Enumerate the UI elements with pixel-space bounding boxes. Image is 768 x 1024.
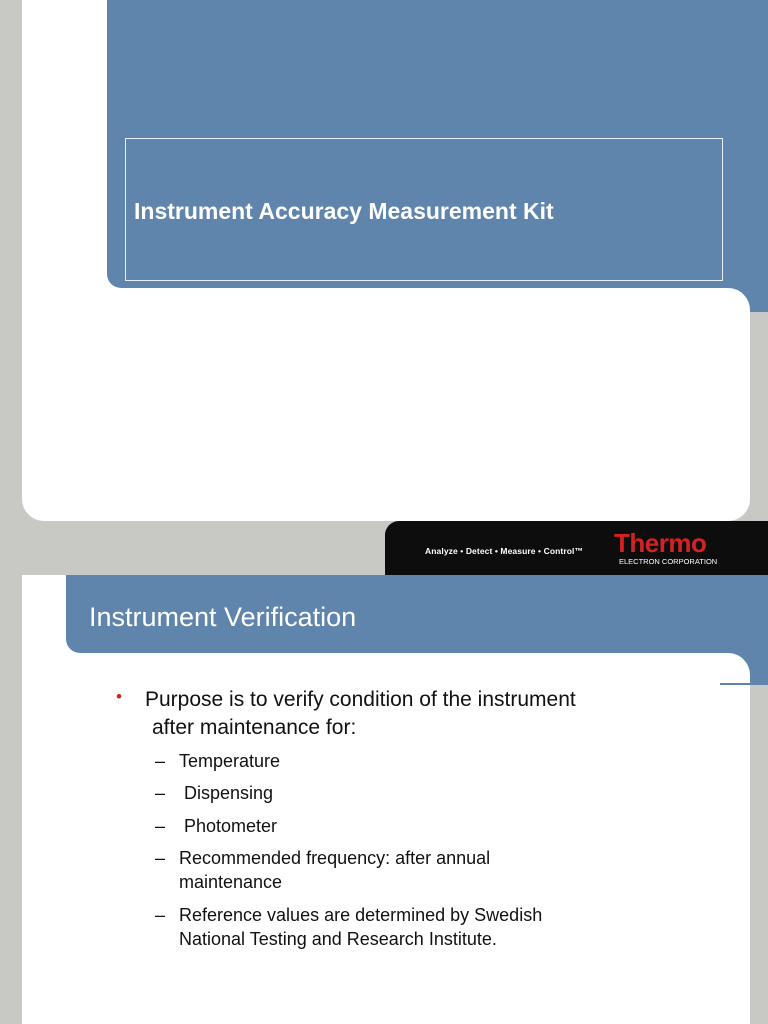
- slide-title: Instrument Accuracy Measurement Kit: [134, 198, 554, 224]
- bullet-line: Purpose is to verify condition of the instrument: [145, 688, 576, 711]
- sub-item-text: Recommended frequency: after annual: [179, 848, 491, 868]
- dash-marker: –: [155, 751, 166, 771]
- sub-item-photometer: [155, 814, 675, 838]
- sub-item-reference: [155, 903, 675, 951]
- sub-item-text: National Testing and Research Institute.: [179, 929, 497, 949]
- dash-marker: –: [155, 816, 166, 836]
- bullet-marker: •: [116, 687, 122, 706]
- dash-marker: –: [155, 905, 166, 925]
- sub-item-text: Dispensing: [179, 783, 274, 803]
- bullet-line: after maintenance for:: [152, 716, 357, 739]
- sub-item-text: maintenance: [179, 872, 283, 892]
- dash-marker: –: [155, 783, 166, 803]
- sub-item-temperature: [155, 749, 675, 773]
- sub-item-text: Reference values are determined by Swedish: [179, 905, 543, 925]
- bullet-item: [145, 686, 705, 742]
- slide-title: Instrument Verification: [89, 602, 357, 632]
- brand-footer: [385, 521, 768, 575]
- logo-subtitle: ELECTRON CORPORATION: [619, 557, 718, 566]
- tagline: Analyze • Detect • Measure • Control™: [425, 546, 584, 556]
- sub-item-dispensing: [155, 781, 675, 805]
- thermo-logo: Thermo: [614, 528, 707, 558]
- dash-marker: –: [155, 848, 166, 868]
- content-slide: [0, 575, 768, 1024]
- sub-item-text: Photometer: [179, 816, 278, 836]
- sub-item-text: Temperature: [179, 751, 281, 771]
- sub-item-frequency: [155, 846, 675, 894]
